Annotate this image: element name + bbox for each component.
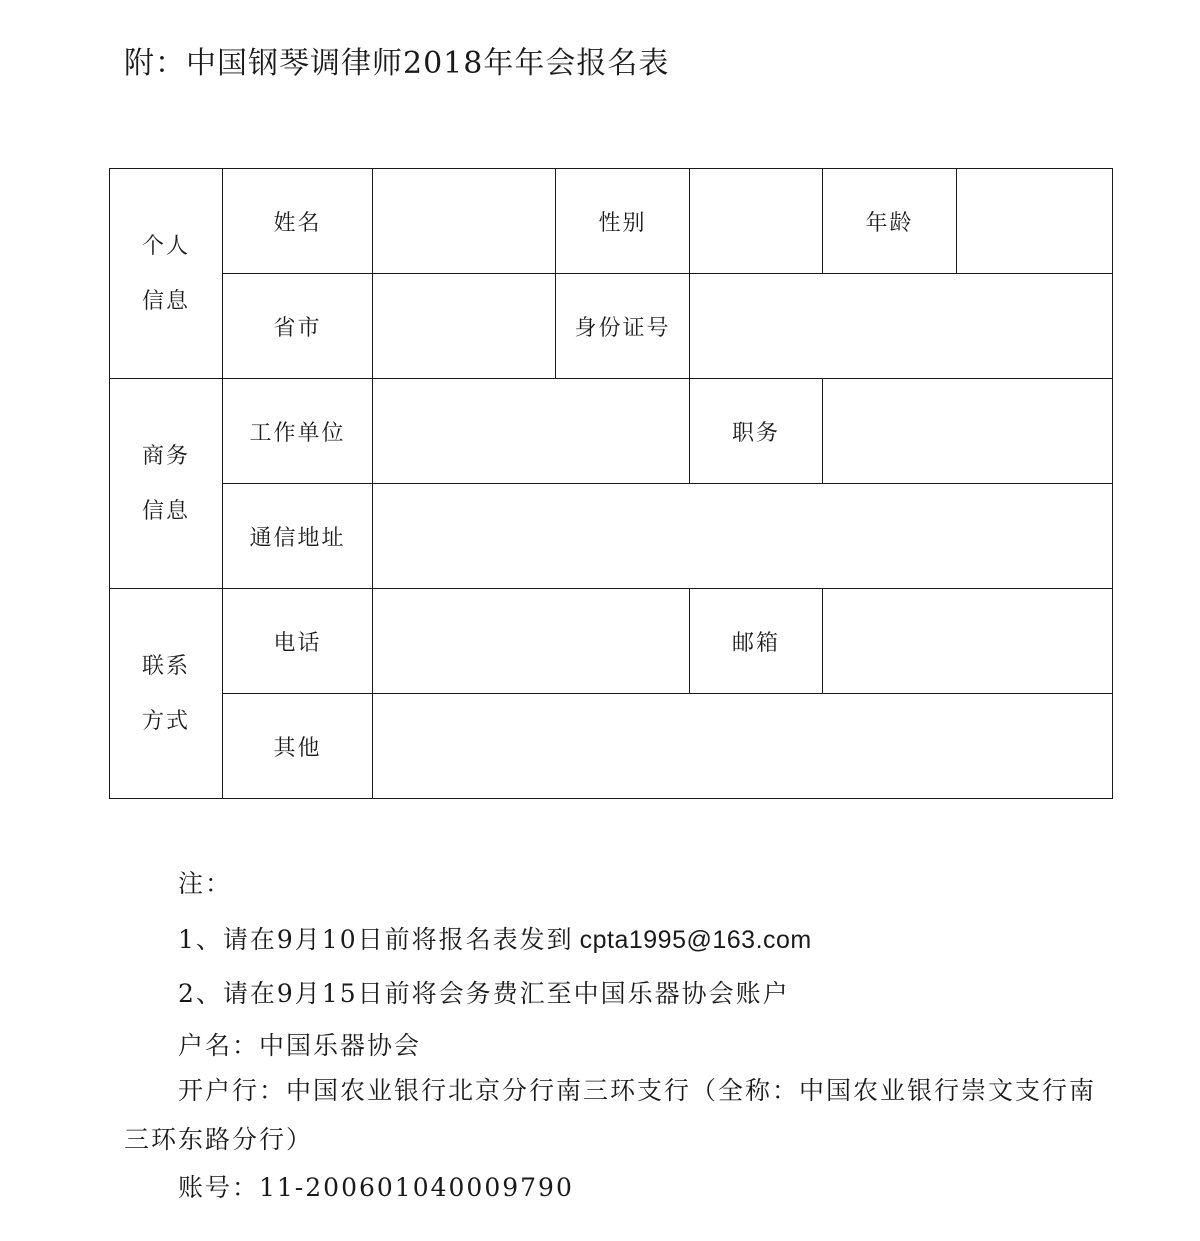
submission-email-link[interactable]: cpta1995@163.com bbox=[579, 926, 812, 954]
province-city-label: 省市 bbox=[223, 274, 373, 379]
business-row-1 bbox=[110, 379, 1113, 484]
other-label: 其他 bbox=[223, 694, 373, 799]
phone-label: 电话 bbox=[223, 589, 373, 694]
email-label: 邮箱 bbox=[690, 589, 823, 694]
personal-row-2 bbox=[110, 274, 1113, 379]
province-city-field[interactable] bbox=[373, 274, 556, 379]
position-field[interactable] bbox=[823, 379, 1113, 484]
section-contact bbox=[110, 589, 223, 799]
account-number: 账号：11-200601040009790 bbox=[178, 1173, 574, 1202]
section-business-line2: 信息 bbox=[141, 498, 190, 524]
age-field[interactable] bbox=[957, 169, 1113, 274]
position-label: 职务 bbox=[690, 379, 823, 484]
notes-heading: 注： bbox=[178, 869, 233, 898]
employer-label: 工作单位 bbox=[223, 379, 373, 484]
id-number-label: 身份证号 bbox=[556, 274, 690, 379]
registration-form-table bbox=[109, 168, 1113, 799]
contact-row-2 bbox=[110, 694, 1113, 799]
note-item-2: 2、请在9月15日前将会务费汇至中国乐器协会账户 bbox=[178, 979, 790, 1008]
name-label: 姓名 bbox=[223, 169, 373, 274]
section-personal-info bbox=[110, 169, 223, 379]
name-field[interactable] bbox=[373, 169, 556, 274]
note-item-1 bbox=[178, 920, 812, 956]
bank-info: 开户行：中国农业银行北京分行南三环支行（全称：中国农业银行崇文支行南三环东路分行） bbox=[124, 1076, 1097, 1154]
gender-label: 性别 bbox=[556, 169, 690, 274]
note-item-1-text: 1、请在9月10日前将报名表发到 bbox=[178, 925, 574, 954]
document-title: 附：中国钢琴调律师2018年年会报名表 bbox=[124, 46, 670, 81]
section-personal-line2: 信息 bbox=[141, 288, 190, 314]
section-personal-line1: 个人 bbox=[141, 233, 190, 259]
section-business-line1: 商务 bbox=[141, 443, 190, 469]
personal-row-1 bbox=[110, 169, 1113, 274]
address-label: 通信地址 bbox=[223, 484, 373, 589]
address-field[interactable] bbox=[373, 484, 1113, 589]
other-field[interactable] bbox=[373, 694, 1113, 799]
business-row-2 bbox=[110, 484, 1113, 589]
section-contact-line2: 方式 bbox=[141, 708, 190, 734]
age-label: 年龄 bbox=[823, 169, 957, 274]
employer-field[interactable] bbox=[373, 379, 690, 484]
phone-field[interactable] bbox=[373, 589, 690, 694]
gender-field[interactable] bbox=[690, 169, 823, 274]
account-name: 户名：中国乐器协会 bbox=[178, 1031, 422, 1060]
section-business-info bbox=[110, 379, 223, 589]
id-number-field[interactable] bbox=[690, 274, 1113, 379]
contact-row-1 bbox=[110, 589, 1113, 694]
section-contact-line1: 联系 bbox=[141, 653, 190, 679]
email-field[interactable] bbox=[823, 589, 1113, 694]
